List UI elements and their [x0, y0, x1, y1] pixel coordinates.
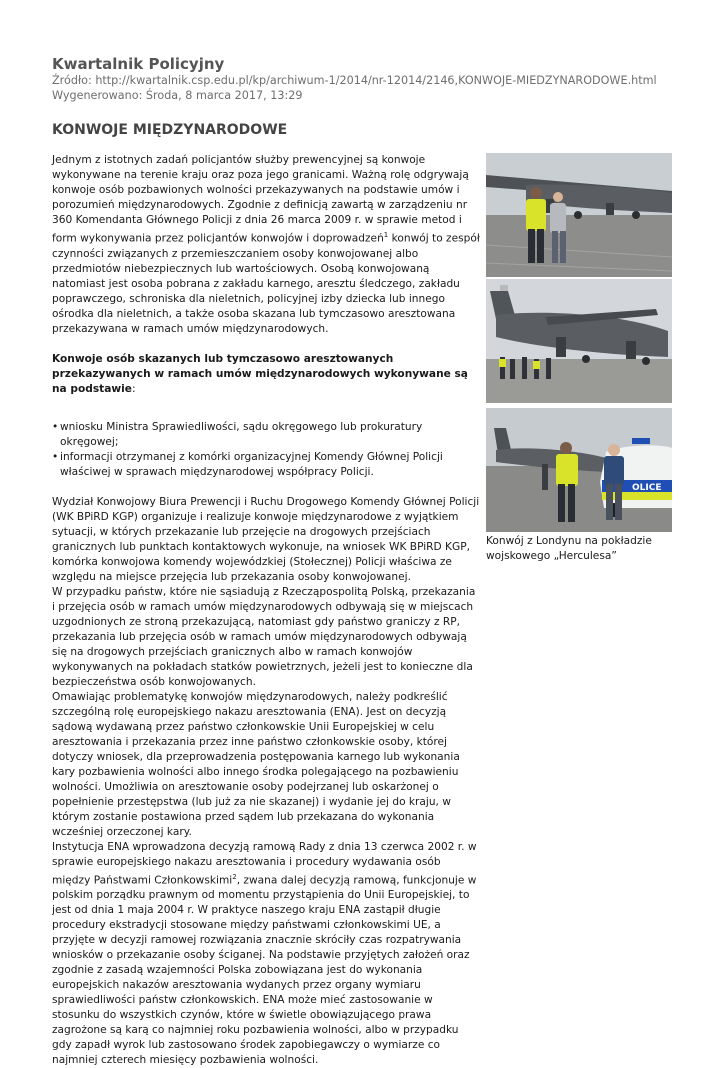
list-item-text: wniosku Ministra Sprawiedliwości, sądu okręgowego lub prokuratury okręgowej; — [60, 420, 423, 448]
paragraph-wk-bpird: Wydział Konwojowy Biura Prewencji i Ruchu Drogowego Komendy Głównej Policji (WK BPiRD KGP) organizuje i realizuje konwoje międzynarodowe z wyjątkiem sytuacji, w których przekazanie lub przejęcie na drogowych przejściach granicznych lub punktach kontaktowych wykonuje, na wniosek WK BPiRD KGP, komórka konwojowa komendy wojewódzkiej (Stołecznej) Policji właściwa ze względu na miejsce przejęcia lub przekazania osoby konwojowanej. — [52, 495, 480, 583]
list-item — [52, 450, 480, 480]
paragraph-ena: Omawiając problematykę konwojów międzynarodowych, należy podkreślić szczególną rolę europejskiego nakazu aresztowania (ENA). Jest on decyzją sądową wydawaną przez państwo członkowskie Unii Europejskiej w celu aresztowania i przekazania przez inne państwo członkowskie osoby, której dotyczy wniosek, dla przeprowadzenia postępowania karnego lub wykonania kary pozbawienia wolności albo innego środka polegającego na pozbawieniu wolności. Umożliwia on aresztowanie osoby podejrzanej lub oskarżonej o popełnienie przestępstwa (lub już za nie skazanej) i wydanie jej do kraju, w którym zostanie postawiona przed sądem lub przekazana do wykonania wcześniej orzeczonej kary. — [52, 690, 460, 838]
footnote-ref-2[interactable]: 2 — [232, 872, 237, 881]
generated-date: Wygenerowano: Środa, 8 marca 2017, 13:29 — [52, 89, 303, 102]
site-title: Kwartalnik Policyjny — [52, 55, 225, 73]
paragraph-ena-institution — [52, 840, 480, 1068]
article-body — [52, 153, 680, 1068]
document-page — [52, 55, 680, 1068]
photo-column — [486, 153, 672, 564]
bullet-icon: • — [52, 420, 59, 433]
bullet-icon: • — [52, 450, 59, 463]
lead-bold-text: Konwoje osób skazanych lub tymczasowo aresztowanych przekazywanych w ramach umów międzynarodowych wykonywane są na podstawie — [52, 352, 468, 395]
paragraph-intro-part-1: Jednym z istotnych zadań policjantów służby prewencyjnej są konwoje wykonywane na terenie kraju oraz poza jego granicami. Ważną rolę odgrywają konwoje osób pozbawionych wolności przekazywanych na podstawie umów i porozumień międzynarodowych. Zgodnie z definicją zawartą w zarządzeniu nr 360 Komendanta Głównego Policji z dnia 26 marca 2009 r. w sprawie metod i form wykonywania przez policjantów konwojów i doprowadzeń — [52, 154, 469, 245]
list-item-text: informacji otrzymanej z komórki organizacyjnej Komendy Głównej Policji właściwej w sprawach międzynarodowej współpracy Policji. — [60, 450, 443, 478]
photo-police-car — [486, 408, 672, 532]
paragraph-intro — [52, 153, 480, 337]
article-title: KONWOJE MIĘDZYNARODOWE — [52, 122, 288, 138]
text-column — [52, 153, 480, 1068]
photo-officer-at-aircraft — [486, 153, 672, 277]
source-url: Źródło: http://kwartalnik.csp.edu.pl/kp/archiwum-1/2014/nr-12014/2146,KONWOJE-MIEDZYNARODOWE.html — [52, 74, 657, 87]
photo-hercules-aircraft — [486, 279, 672, 403]
police-car-text: OLICE — [632, 483, 662, 493]
lead-colon: : — [131, 382, 136, 395]
lead-paragraph — [52, 352, 480, 397]
paragraph-ena-institution-part-1: Instytucja ENA wprowadzona decyzją ramową Rady z dnia 13 czerwca 2002 r. w sprawie europejskiego nakazu aresztowania i procedury wydawania osób między Państwami Członkowskimi — [52, 840, 477, 887]
footnote-ref-1[interactable]: 1 — [383, 231, 389, 239]
list-item — [52, 420, 480, 450]
bullet-list — [52, 420, 480, 480]
paragraph-ena-institution-part-2: , zwana dalej decyzją ramową, funkcjonuje w polskim porządku prawnym od momentu przystąpienia do Unii Europejskiej, to jest od dnia 1 maja 2004 r. W praktyce naszego kraju ENA zastąpił długie procedury ekstradycji stosowane między państwami członkowskimi UE, a przyjęte w decyzji ramowej rozwiązania znacznie skróciły czas rozpatrywania wniosków o przekazanie osoby ściganej. Na podstawie przyjętych założeń oraz zgodnie z zasadą wzajemności Polska zobowiązana jest do wykonania europejskich nakazów aresztowania wydanych przez organy wymiaru sprawiedliwości państw członkowskich. ENA może mieć zastosowanie w stosunku do wszystkich czynów, które w świetle obowiązującego prawa zagrożone są karą co najmniej roku pozbawienia wolności, albo w przypadku gdy zapadł wyrok lub zastosowano środek zapobiegawczy o wymiarze co najmniej czterech miesięcy pozbawienia wolności. — [52, 874, 477, 1067]
paragraph-intro-part-2: konwój to zespół czynności związanych z przemieszczaniem osoby konwojowanej albo przedmiotów niebezpiecznych lub wartościowych. Osobą konwojowaną natomiast jest osoba pobrana z zakładu karnego, aresztu śledczego, zakładu poprawczego, schroniska dla nieletnich, policyjnej izby dziecka lub innego ośrodka dla nieletnich, a także osoba skazana lub tymczasowo aresztowana przekazywana w ramach umów międzynarodowych. — [52, 232, 480, 335]
paragraph-neighbours: W przypadku państw, które nie sąsiadują z Rzecząpospolitą Polską, przekazania i przejęcia osób w ramach umów międzynarodowych odbywają się w miejscach uzgodnionych ze stroną przekazującą, natomiast gdy państwo graniczy z RP, przekazania lub przejęcia osób w ramach umów międzynarodowych odbywają się na drogowych przejściach granicznych albo w ramach konwojów wykonywanych na pokładach statków powietrznych, jeżeli jest to konieczne dla bezpieczeństwa osób konwojowanych. — [52, 585, 476, 688]
photo-caption: Konwój z Londynu na pokładzie wojskowego „Herculesa” — [486, 535, 652, 562]
